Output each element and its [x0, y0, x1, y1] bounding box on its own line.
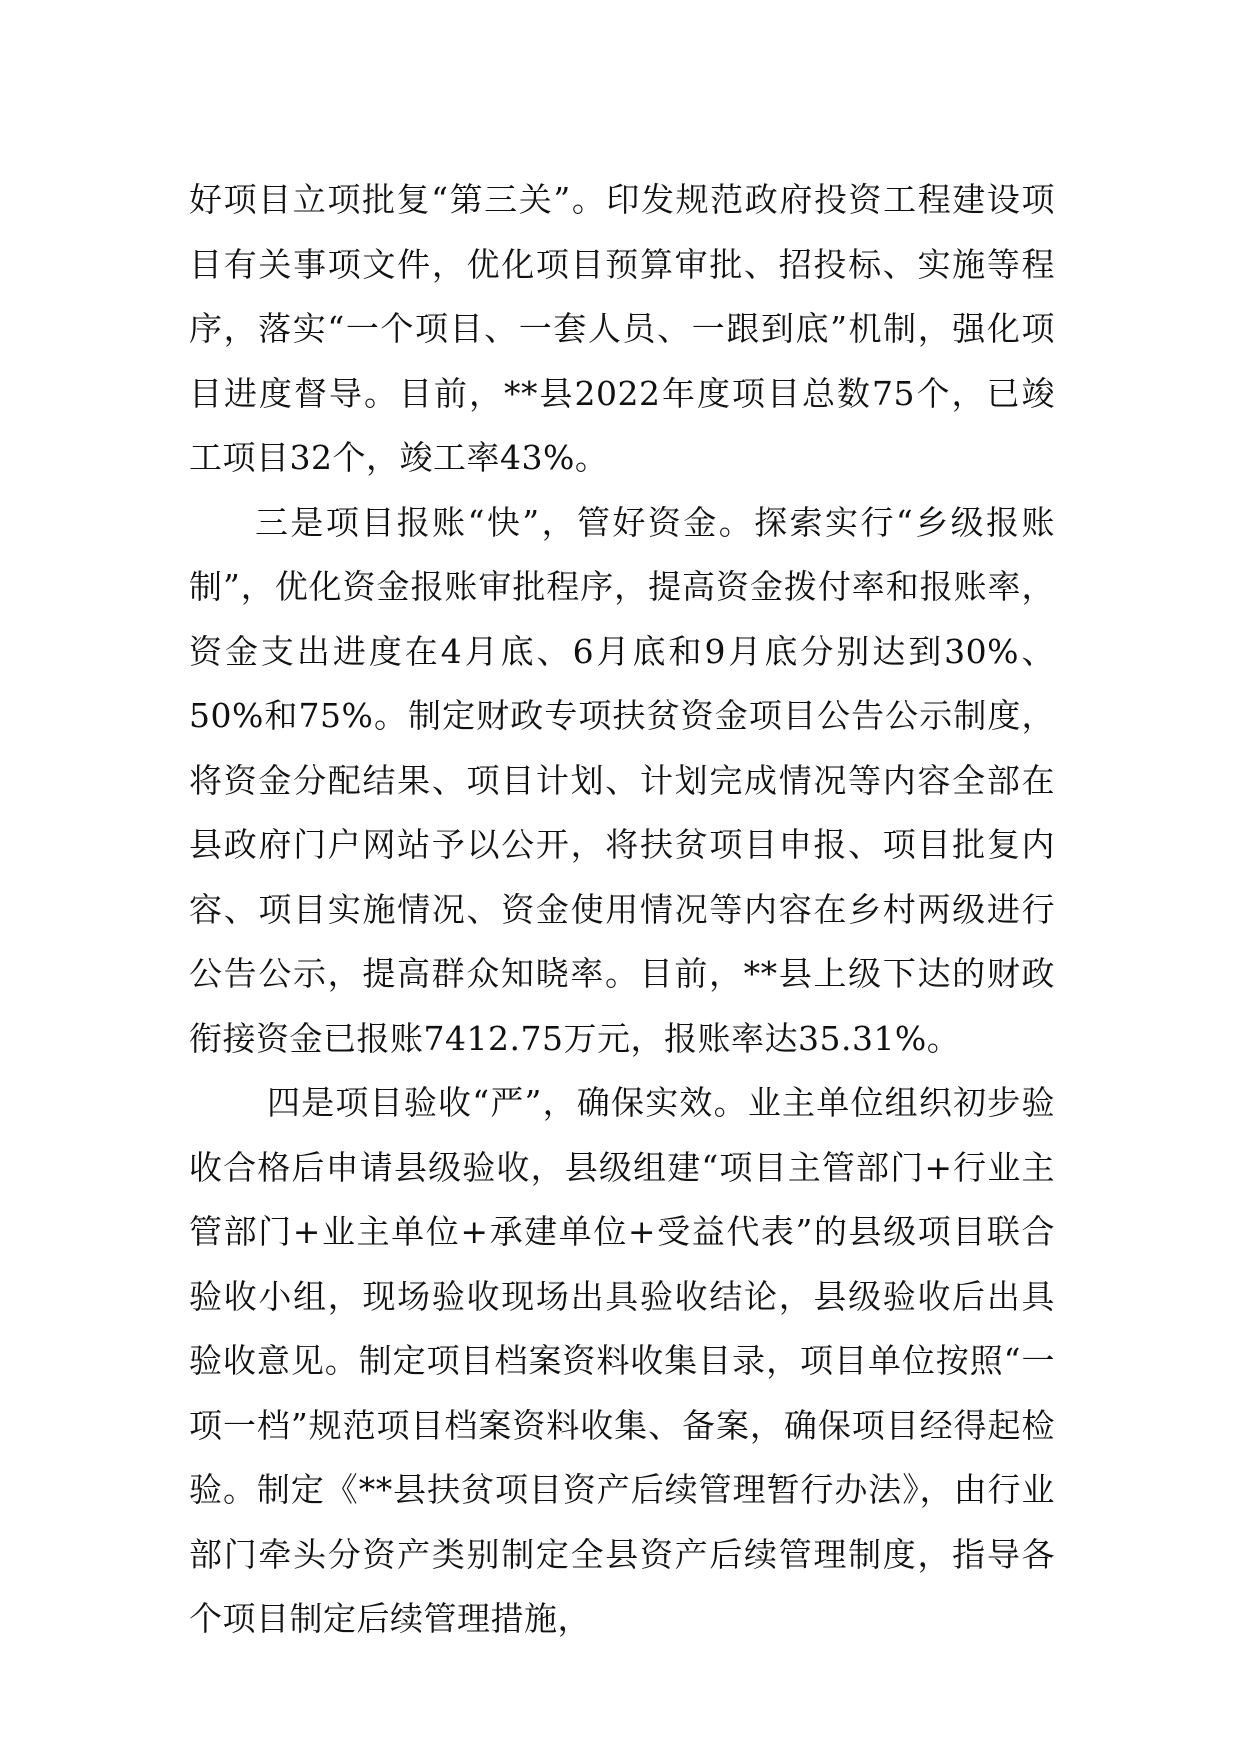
paragraph-fund-reimbursement: 三是项目报账“快”，管好资金。探索实行“乡级报账制”，优化资金报账审批程序，提高资金拨付率和报账率，资金支出进度在4月底、6月底和9月底分别达到30%、50%和75%。制定财政专项扶贫资金项目公告公示制度，将资金分配结果、项目计划、计划完成情况等内容全部在县政府门户网站予以公开，将扶贫项目申报、项目批复内容、项目实施情况、资金使用情况等内容在乡村两级进行公告公示，提高群众知晓率。目前，**县上级下达的财政衔接资金已报账7412.75万元，报账率达35.31%。: [189, 502, 1055, 1058]
document-body: [189, 168, 1055, 1652]
paragraph-project-approval: 好项目立项批复“第三关”。印发规范政府投资工程建设项目有关事项文件，优化项目预算审批、招投标、实施等程序，落实“一个项目、一套人员、一跟到底”机制，强化项目进度督导。目前，**县2022年度项目总数75个，已竣工项目32个，竣工率43%。: [189, 180, 1055, 477]
paragraph-project-acceptance: 四是项目验收“严”，确保实效。业主单位组织初步验收合格后申请县级验收，县级组建“项目主管部门+行业主管部门+业主单位+承建单位+受益代表”的县级项目联合验收小组，现场验收现场出具验收结论，县级验收后出具验收意见。制定项目档案资料收集目录，项目单位按照“一项一档”规范项目档案资料收集、备案，确保项目经得起检验。制定《**县扶贫项目资产后续管理暂行办法》，由行业部门牵头分资产类别制定全县资产后续管理制度，指导各个项目制定后续管理措施，: [189, 1083, 1055, 1638]
